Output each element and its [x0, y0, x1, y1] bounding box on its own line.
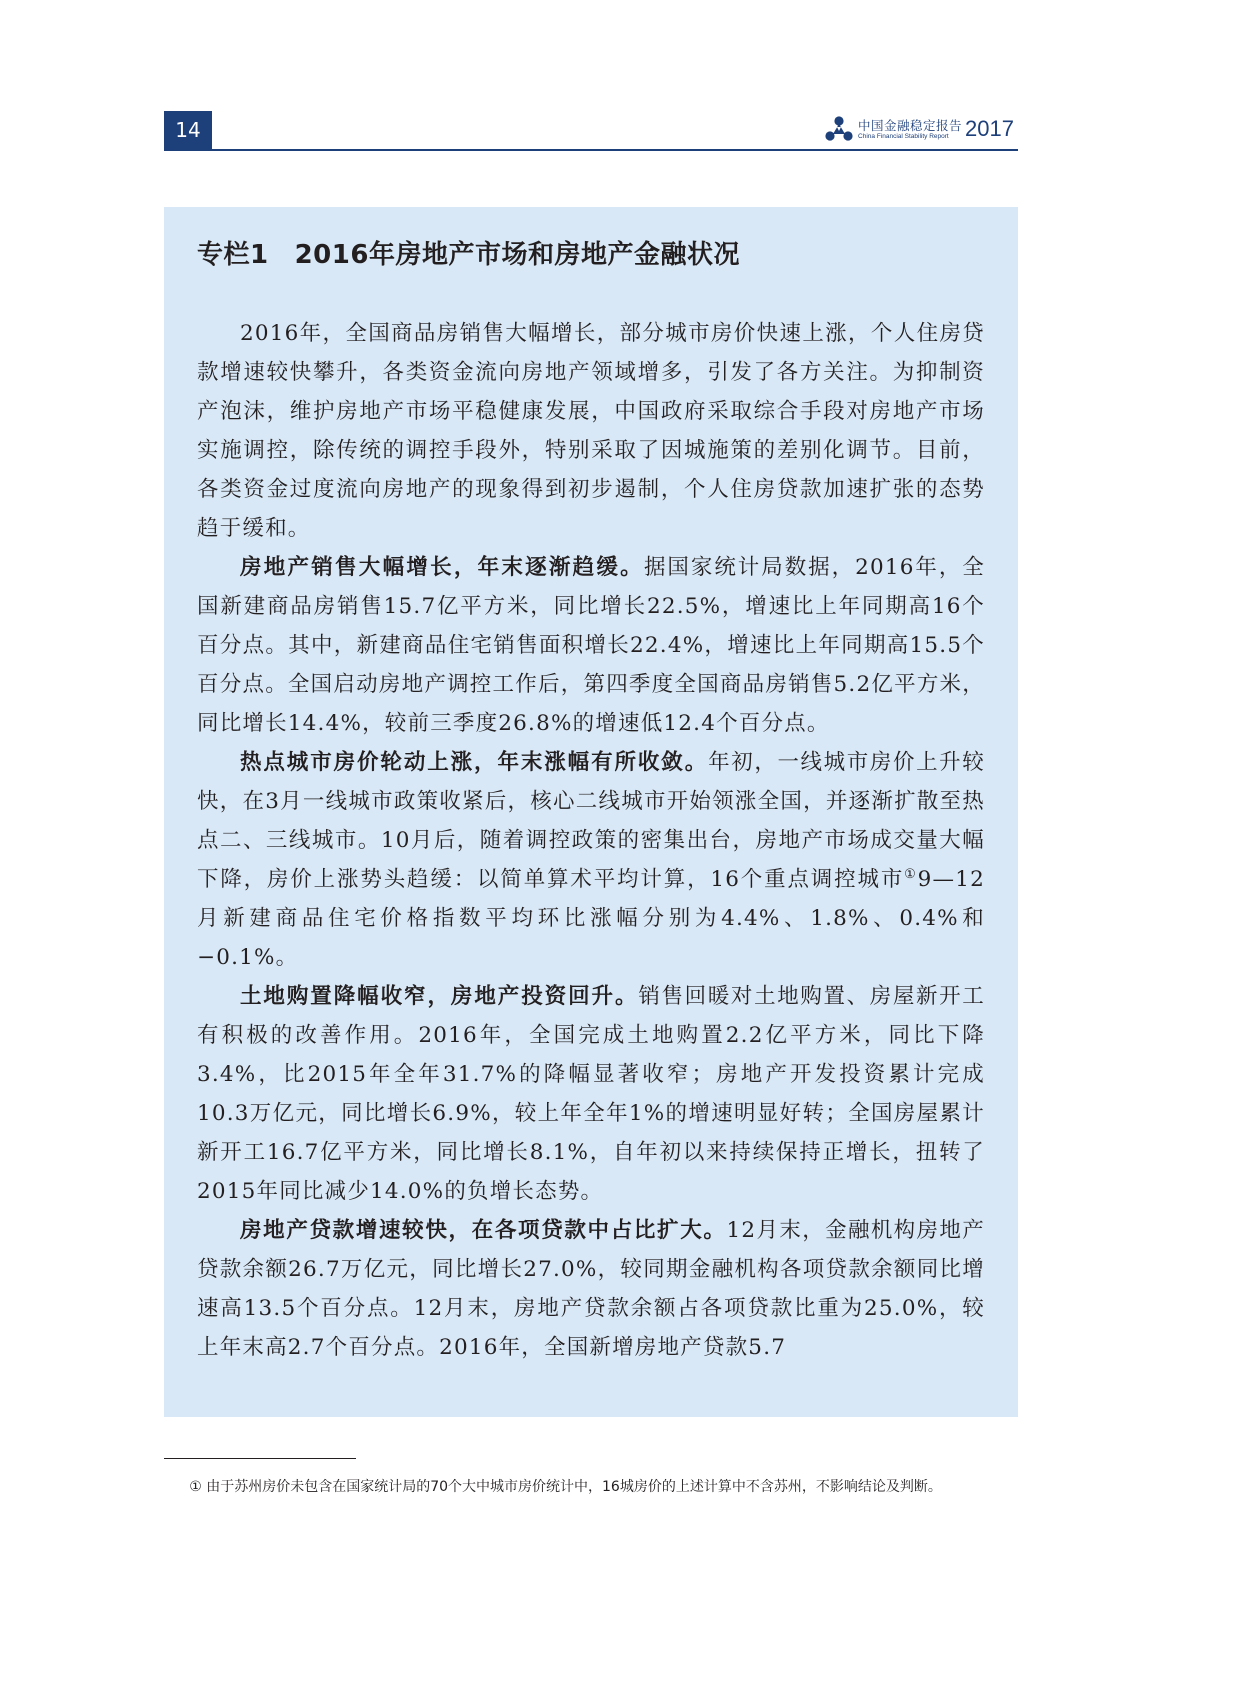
report-title-en: China Financial Stability Report: [858, 132, 949, 140]
box-title: [197, 238, 985, 272]
paragraph-body: 9—12月新建商品住宅价格指数平均环比涨幅分别为4.4%、1.8%、0.4%和−0.1%。: [197, 867, 986, 970]
report-year: 2017: [965, 116, 1014, 141]
footnote: ① 由于苏州房价未包含在国家统计局的70个大中城市房价统计中，16城房价的上述计算中不含苏州，不影响结论及判断。: [189, 1479, 942, 1495]
paragraph-body: 据国家统计局数据，2016年，全国新建商品房销售15.7亿平方米，同比增长22.5%，增速比上年同期高16个百分点。其中，新建商品住宅销售面积增长22.4%，增速比上年同期高15.5个百分点。全国启动房地产调控工作后，第四季度全国商品房销售5.2亿平方米，同比增长14.4%，较前三季度26.8%的增速低12.4个百分点。: [197, 555, 985, 736]
column-box: [164, 207, 1018, 1417]
page-number: 14: [164, 111, 212, 149]
paragraph-lead: 房地产贷款增速较快，在各项贷款中占比扩大。: [240, 1218, 727, 1243]
paragraph-intro: 2016年，全国商品房销售大幅增长，部分城市房价快速上涨，个人住房贷款增速较快攀升，各类资金流向房地产领域增多，引发了各方关注。为抑制资产泡沫，维护房地产市场平稳健康发展，中国政府采取综合手段对房地产市场实施调控，除传统的调控手段外，特别采取了因城施策的差别化调节。目前，各类资金过度流向房地产的现象得到初步遏制，个人住房贷款加速扩张的态势趋于缓和。: [197, 321, 985, 541]
report-title-block: [858, 118, 962, 141]
paragraph-loans: [197, 1211, 985, 1367]
pboc-logo-icon: [824, 115, 854, 143]
paragraph-body: 年初，一线城市房价上升较快，在3月一线城市政策收紧后，核心二线城市开始领涨全国，并逐渐扩散至热点二、三线城市。10月后，随着调控政策的密集出台，房地产市场成交量大幅下降，房价上涨势头趋缓：以简单算术平均计算，16个重点调控城市: [197, 750, 985, 892]
paragraph-investment: [197, 977, 985, 1211]
report-brand: [824, 113, 1014, 145]
paragraph-lead: 房地产销售大幅增长，年末逐渐趋缓。: [240, 555, 644, 580]
box-body: [197, 314, 985, 1367]
paragraph-lead: 热点城市房价轮动上涨，年末涨幅有所收敛。: [240, 750, 709, 775]
paragraph-sales: [197, 548, 985, 743]
paragraph-prices: [197, 743, 985, 977]
paragraph-body: 12月末，金融机构房地产贷款余额26.7万亿元，同比增长27.0%，较同期金融机构各项贷款余额同比增速高13.5个百分点。12月末，房地产贷款余额占各项贷款比重为25.0%，较上年末高2.7个百分点。2016年，全国新增房地产贷款5.7: [197, 1218, 985, 1360]
footnote-reference[interactable]: ①: [904, 866, 918, 882]
paragraph-lead: 土地购置降幅收窄，房地产投资回升。: [240, 984, 639, 1009]
footnote-divider: [164, 1458, 356, 1459]
paragraph-body: 销售回暖对土地购置、房屋新开工有积极的改善作用。2016年，全国完成土地购置2.2亿平方米，同比下降3.4%，比2015年全年31.7%的降幅显著收窄；房地产开发投资累计完成10.3万亿元，同比增长6.9%，较上年全年1%的增速明显好转；全国房屋累计新开工16.7亿平方米，同比增长8.1%，自年初以来持续保持正增长，扭转了2015年同比减少14.0%的负增长态势。: [197, 984, 985, 1204]
page-header: [164, 111, 1018, 151]
box-title-label: 专栏1: [197, 240, 269, 270]
box-title-text: 2016年房地产市场和房地产金融状况: [294, 240, 740, 270]
report-title-cn: 中国金融稳定报告: [858, 117, 963, 133]
